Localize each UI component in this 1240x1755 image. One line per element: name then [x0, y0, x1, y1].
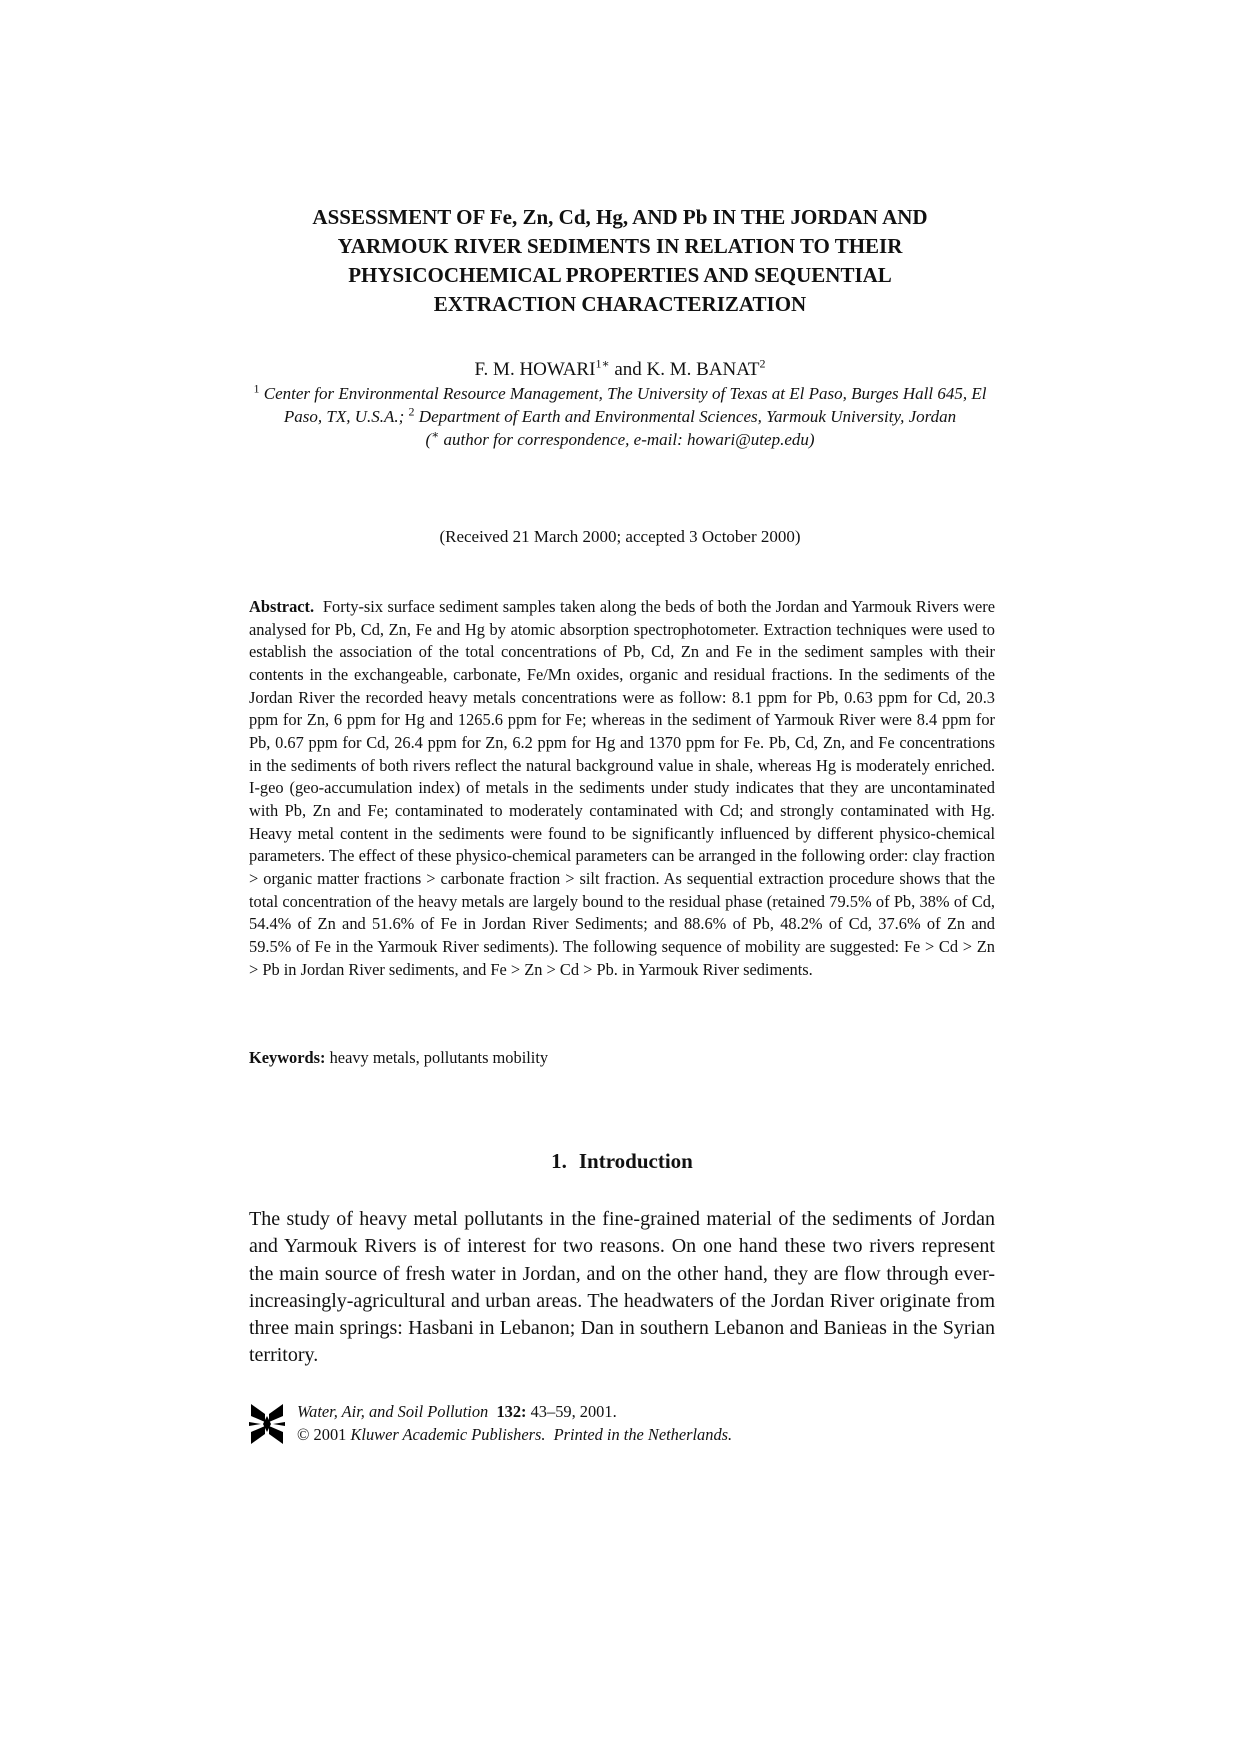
author-line: [200, 358, 1040, 382]
affiliation-text: [253, 381, 987, 426]
copyright-line: [297, 1423, 732, 1446]
correspondence-open: (: [425, 430, 432, 449]
publisher: Kluwer Academic Publishers.: [350, 1425, 546, 1444]
affiliation-marker: 1: [253, 381, 260, 396]
received-dates: (Received 21 March 2000; accepted 3 October 2000): [439, 527, 801, 546]
printed-in: Printed in the Netherlands.: [553, 1425, 733, 1444]
author-name: K. M. BANAT: [646, 359, 760, 380]
title-line: EXTRACTION CHARACTERIZATION: [433, 292, 807, 316]
correspondence-text: author for correspondence, e-mail: howari@utep.edu): [439, 430, 815, 449]
affiliation-marker: 2: [408, 404, 415, 419]
journal-name: Water, Air, and Soil Pollution: [297, 1402, 489, 1421]
keywords: [249, 1047, 995, 1069]
journal-footer: [249, 1400, 995, 1450]
kluwer-logo-icon: [249, 1402, 285, 1446]
journal-volume: 132:: [496, 1402, 527, 1421]
section-number: 1.: [551, 1149, 567, 1173]
author-superscript: 1∗: [595, 356, 610, 371]
affiliation-1: Center for Environmental Resource Management, The University of Texas at El Paso, Burges Hall 645, El Paso, TX, U.S.A.;: [259, 384, 987, 426]
abstract-text: Forty-six surface sediment samples taken along the beds of both the Jordan and Yarmouk Rivers were analysed for Pb, Cd, Zn, Fe and Hg by atomic absorption spectrophotometer. Extraction techniques were used to establish the association of the total concentrations of Pb, Cd, Zn and Fe in the sediment samples with their contents in the exchangeable, carbonate, Fe/Mn oxides, organic and residual fractions. In the sediments of the Jordan River the recorded heavy metals concentrations were as follow: 8.1 ppm for Pb, 0.63 ppm for Cd, 20.3 ppm for Zn, 6 ppm for Hg and 1265.6 ppm for Fe; whereas in the sediment of Yarmouk River were 8.4 ppm for Pb, 0.67 ppm for Cd, 26.4 ppm for Zn, 6.2 ppm for Hg and 1370 ppm for Fe. Pb, Cd, Zn, and Fe concentrations in the sediments of both rivers reflect the natural background value in shale, whereas Hg is moderately enriched. I-geo (geo-accumulation index) of metals in the sediments under study indicates that they are uncontaminated with Pb, Zn and Fe; contaminated to moderately contaminated with Cd; and strongly contaminated with Hg. Heavy metal content in the sediments were found to be significantly influenced by different physico-chemical parameters. The effect of these physico-chemical parameters can be arranged in the following order: clay fraction > organic matter fractions > carbonate fraction > silt fraction. As sequential extraction procedure shows that the total concentration of the heavy metals are largely bound to the residual phase (retained 79.5% of Pb, 38% of Cd, 54.4% of Zn and 51.6% of Fe in Jordan River Sediments; and 88.6% of Pb, 48.2% of Cd, 37.6% of Zn and 59.5% of Fe in the Yarmouk River sediments). The following sequence of mobility are suggested: Fe > Cd > Zn > Pb in Jordan River sediments, and Fe > Zn > Cd > Pb. in Yarmouk River sediments.: [249, 597, 995, 979]
copyright: © 2001: [297, 1425, 347, 1444]
author-name: F. M. HOWARI: [474, 359, 596, 380]
keywords-label: Keywords:: [249, 1048, 326, 1067]
title-line: YARMOUK RIVER SEDIMENTS IN RELATION TO THEIR: [337, 234, 903, 258]
journal-pages: 43–59, 2001.: [530, 1402, 617, 1421]
abstract-label: Abstract.: [249, 597, 315, 616]
affiliations: [240, 382, 1000, 451]
title-line: PHYSICOCHEMICAL PROPERTIES AND SEQUENTIAL: [348, 263, 892, 287]
author-superscript: 2: [759, 356, 766, 371]
title-line: ASSESSMENT OF Fe, Zn, Cd, Hg, AND Pb IN THE JORDAN AND: [312, 205, 928, 229]
article-title: [200, 203, 1040, 319]
citation-line: [297, 1400, 732, 1423]
keywords-text: heavy metals, pollutants mobility: [329, 1048, 549, 1067]
affiliation-2: Department of Earth and Environmental Sciences, Yarmouk University, Jordan: [414, 407, 957, 426]
author-conjunction: and: [609, 359, 647, 380]
intro-paragraph: The study of heavy metal pollutants in the fine-grained material of the sediments of Jordan and Yarmouk Rivers is of interest for two reasons. On one hand these two rivers represent the main source of fresh water in Jordan, and on the other hand, they are flow through ever-increasingly-agricultural and urban areas. The headwaters of the Jordan River originate from three main springs: Hasbani in Lebanon; Dan in southern Lebanon and Banieas in the Syrian territory.: [249, 1208, 995, 1367]
correspondence-marker: ∗: [431, 427, 440, 442]
section-heading: [249, 1148, 995, 1174]
section-title: Introduction: [578, 1149, 693, 1173]
correspondence-note: [240, 428, 1000, 451]
footer-citation: [297, 1400, 732, 1446]
abstract: [249, 596, 995, 981]
